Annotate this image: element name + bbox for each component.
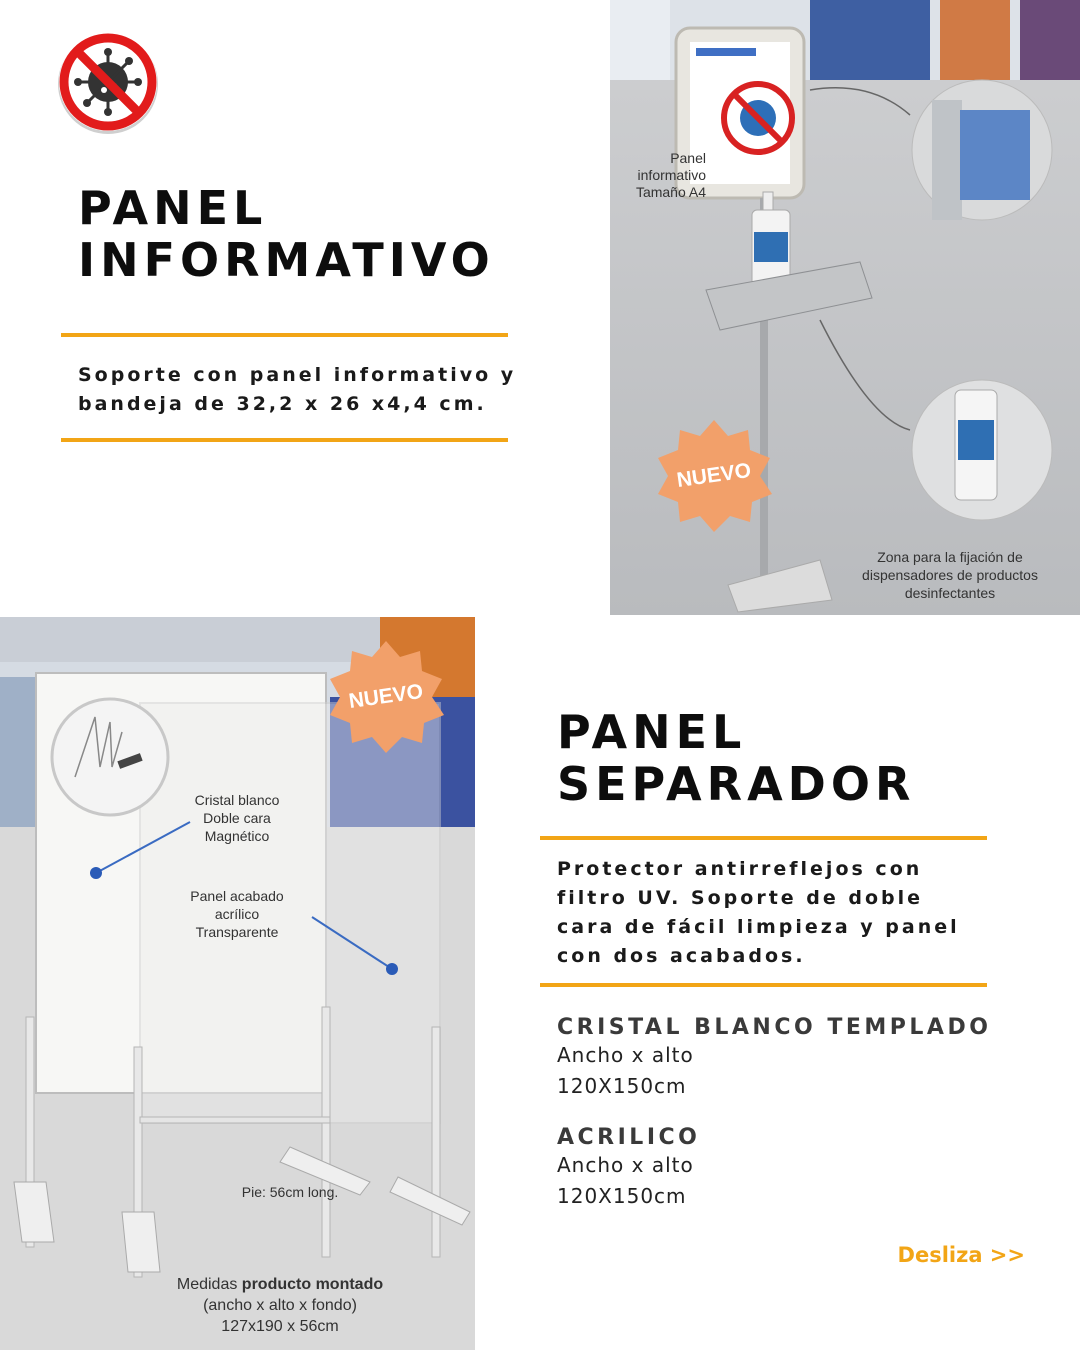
callout-line: Zona para la fijación de (877, 549, 1023, 565)
divider (540, 983, 987, 987)
divider (61, 333, 508, 337)
measures-callout (170, 1274, 390, 1337)
callout-line: informativo (637, 167, 706, 183)
callout-line: Tamaño A4 (635, 184, 706, 200)
spec-line: Ancho x alto (557, 1153, 694, 1177)
spec-line: 120X150cm (557, 1184, 687, 1208)
callout-line: Panel acabado (190, 888, 284, 904)
measures-bold: producto montado (241, 1276, 384, 1293)
panel-informativo-photo (610, 0, 1080, 615)
measures-line1 (170, 1274, 390, 1295)
spec-acrilico (557, 1125, 1057, 1212)
divider (540, 836, 987, 840)
panel-separador-title-line2: SEPARADOR (557, 757, 916, 811)
callout-line: Cristal blanco (194, 792, 280, 808)
callout-line: Doble cara (203, 810, 271, 826)
callout-line: acrílico (214, 906, 260, 922)
panel-informativo-callout (610, 150, 706, 201)
spec-cristal (557, 1015, 1057, 1102)
callout-line: Magnético (204, 828, 270, 844)
measures-line2: (ancho x alto x fondo) (203, 1297, 357, 1314)
cristal-callout (172, 791, 302, 845)
spec-line: 120X150cm (557, 1074, 687, 1098)
spec-heading: ACRILICO (557, 1125, 701, 1150)
callout-line: Panel (670, 150, 706, 166)
measures-line3: 127x190 x 56cm (221, 1318, 339, 1335)
callout-line: desinfectantes (904, 585, 996, 601)
acrilico-callout (172, 887, 302, 941)
panel-informativo-title-line2: INFORMATIVO (78, 233, 495, 287)
divider (61, 438, 508, 442)
panel-separador-description: Protector antirreflejos con filtro UV. Soporte de doble cara de fácil limpieza y panel con dos acabados. (557, 858, 960, 967)
panel-separador-title (557, 706, 1057, 810)
callout-line: dispensadores de productos (862, 567, 1038, 583)
dispenser-zone-callout (835, 548, 1065, 602)
nuevo-badge: NUEVO (675, 458, 753, 493)
spec-line: Ancho x alto (557, 1043, 694, 1067)
no-virus-icon (54, 28, 162, 136)
foot-length: Pie: 56cm long. (241, 1184, 339, 1200)
panel-separador-photo (0, 617, 475, 1350)
panel-separador-title-line1: PANEL (557, 705, 747, 759)
swipe-link[interactable]: Desliza >> (897, 1243, 1025, 1267)
panel-informativo-description: Soporte con panel informativo y bandeja de 32,2 x 26 x4,4 cm. (78, 364, 517, 415)
callout-line: Transparente (195, 924, 279, 940)
measures-prefix: Medidas (176, 1276, 242, 1293)
panel-informativo-title-line1: PANEL (78, 181, 268, 235)
spec-heading: CRISTAL BLANCO TEMPLADO (557, 1015, 992, 1040)
nuevo-badge: NUEVO (347, 679, 425, 714)
panel-informativo-title (78, 182, 538, 286)
